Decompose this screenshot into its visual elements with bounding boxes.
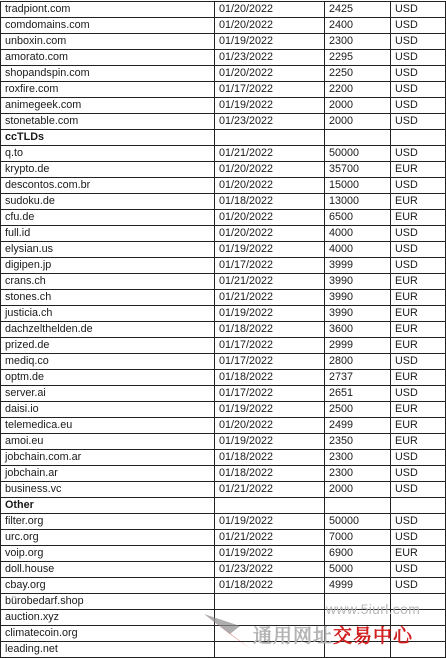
table-row: [1, 290, 446, 306]
date-cell: 01/20/2022: [215, 66, 325, 82]
price-cell: 2999: [325, 338, 391, 354]
date-cell: 01/21/2022: [215, 274, 325, 290]
date-cell: 01/17/2022: [215, 82, 325, 98]
section-empty-cell: [215, 130, 325, 146]
domain-cell: mediq.co: [1, 354, 215, 370]
table-row: [1, 562, 446, 578]
currency-cell: USD: [391, 114, 446, 130]
table-row: [1, 546, 446, 562]
currency-cell: USD: [391, 2, 446, 18]
date-cell: 01/23/2022: [215, 562, 325, 578]
table-row: [1, 98, 446, 114]
table-body: [1, 2, 446, 658]
domain-cell: crans.ch: [1, 274, 215, 290]
price-cell: 2499: [325, 418, 391, 434]
date-cell: 01/21/2022: [215, 530, 325, 546]
date-cell: 01/18/2022: [215, 450, 325, 466]
price-cell: 7000: [325, 530, 391, 546]
price-cell: 2350: [325, 434, 391, 450]
domain-cell: cbay.org: [1, 578, 215, 594]
price-cell: 4000: [325, 226, 391, 242]
date-cell: 01/17/2022: [215, 354, 325, 370]
date-cell: 01/17/2022: [215, 258, 325, 274]
table-row: [1, 306, 446, 322]
price-cell: 3990: [325, 274, 391, 290]
currency-cell: USD: [391, 386, 446, 402]
table-row: [1, 2, 446, 18]
date-cell: 01/19/2022: [215, 98, 325, 114]
table-row: [1, 530, 446, 546]
domain-cell: shopandspin.com: [1, 66, 215, 82]
domain-cell: climatecoin.org: [1, 626, 215, 642]
table-row: [1, 82, 446, 98]
domain-cell: dachzelthelden.de: [1, 322, 215, 338]
domain-cell: q.to: [1, 146, 215, 162]
date-cell: 01/21/2022: [215, 146, 325, 162]
currency-cell: USD: [391, 482, 446, 498]
domain-cell: sudoku.de: [1, 194, 215, 210]
price-cell: 2300: [325, 34, 391, 50]
date-cell: 01/21/2022: [215, 482, 325, 498]
domain-cell: full.id: [1, 226, 215, 242]
domain-cell: roxfire.com: [1, 82, 215, 98]
price-cell: 2000: [325, 482, 391, 498]
currency-cell: EUR: [391, 290, 446, 306]
price-cell: 4000: [325, 242, 391, 258]
domain-cell: comdomains.com: [1, 18, 215, 34]
section-empty-cell: [215, 498, 325, 514]
currency-cell: EUR: [391, 274, 446, 290]
domain-cell: animegeek.com: [1, 98, 215, 114]
date-cell: 01/17/2022: [215, 338, 325, 354]
domain-cell: stonetable.com: [1, 114, 215, 130]
table-row: [1, 434, 446, 450]
table-row: [1, 18, 446, 34]
price-cell: 5000: [325, 562, 391, 578]
date-cell: 01/19/2022: [215, 242, 325, 258]
table-row: [1, 258, 446, 274]
table-row: [1, 402, 446, 418]
currency-cell: USD: [391, 18, 446, 34]
table-row: [1, 578, 446, 594]
domain-cell: telemedica.eu: [1, 418, 215, 434]
table-row: [1, 274, 446, 290]
domain-cell: server.ai: [1, 386, 215, 402]
table-row: [1, 514, 446, 530]
price-cell: 2295: [325, 50, 391, 66]
domain-cell: krypto.de: [1, 162, 215, 178]
price-cell: 6500: [325, 210, 391, 226]
watermark-logo-icon: [200, 604, 256, 654]
currency-cell: USD: [391, 242, 446, 258]
domain-cell: tradpiont.com: [1, 2, 215, 18]
date-cell: 01/19/2022: [215, 402, 325, 418]
table-row: [1, 370, 446, 386]
table-row: [1, 146, 446, 162]
price-cell: 35700: [325, 162, 391, 178]
currency-cell: USD: [391, 466, 446, 482]
price-cell: 3600: [325, 322, 391, 338]
date-cell: 01/19/2022: [215, 34, 325, 50]
date-cell: 01/20/2022: [215, 18, 325, 34]
currency-cell: EUR: [391, 402, 446, 418]
currency-cell: USD: [391, 146, 446, 162]
domain-cell: amorato.com: [1, 50, 215, 66]
domain-cell: leading.net: [1, 642, 215, 658]
table-row: [1, 482, 446, 498]
date-cell: 01/19/2022: [215, 546, 325, 562]
domain-cell: jobchain.com.ar: [1, 450, 215, 466]
date-cell: 01/18/2022: [215, 466, 325, 482]
price-cell: 2250: [325, 66, 391, 82]
section-empty-cell: [325, 498, 391, 514]
table-row: [1, 66, 446, 82]
currency-cell: EUR: [391, 434, 446, 450]
currency-cell: USD: [391, 562, 446, 578]
currency-cell: EUR: [391, 306, 446, 322]
watermark-title: [253, 621, 413, 648]
date-cell: 01/19/2022: [215, 306, 325, 322]
domain-sales-table: [0, 1, 446, 658]
price-cell: 3990: [325, 290, 391, 306]
price-cell: 2000: [325, 98, 391, 114]
table-row: [1, 114, 446, 130]
currency-cell: EUR: [391, 338, 446, 354]
currency-cell: EUR: [391, 162, 446, 178]
section-header-row: [1, 498, 446, 514]
domain-cell: justicia.ch: [1, 306, 215, 322]
date-cell: 01/18/2022: [215, 322, 325, 338]
currency-cell: USD: [391, 258, 446, 274]
price-cell: 2300: [325, 450, 391, 466]
table-row: [1, 178, 446, 194]
currency-cell: USD: [391, 34, 446, 50]
domain-cell: bürobedarf.shop: [1, 594, 215, 610]
table-row: [1, 226, 446, 242]
currency-cell: EUR: [391, 418, 446, 434]
watermark-title-part2: 交易中心: [333, 625, 414, 647]
domain-cell: unboxin.com: [1, 34, 215, 50]
date-cell: 01/20/2022: [215, 178, 325, 194]
currency-cell: EUR: [391, 322, 446, 338]
currency-cell: USD: [391, 98, 446, 114]
price-cell: 3990: [325, 306, 391, 322]
table-row: [1, 418, 446, 434]
domain-cell: business.vc: [1, 482, 215, 498]
price-cell: 2400: [325, 18, 391, 34]
domain-cell: elysian.us: [1, 242, 215, 258]
date-cell: 01/21/2022: [215, 290, 325, 306]
currency-cell: USD: [391, 450, 446, 466]
currency-cell: USD: [391, 578, 446, 594]
price-cell: 2800: [325, 354, 391, 370]
date-cell: 01/18/2022: [215, 370, 325, 386]
section-label: ccTLDs: [1, 130, 215, 146]
table-row: [1, 50, 446, 66]
price-cell: 13000: [325, 194, 391, 210]
currency-cell: EUR: [391, 194, 446, 210]
table-row: [1, 194, 446, 210]
watermark-title-part1: 通用网址: [253, 625, 334, 647]
date-cell: 01/20/2022: [215, 2, 325, 18]
table-row: [1, 34, 446, 50]
price-cell: 15000: [325, 178, 391, 194]
date-cell: 01/20/2022: [215, 162, 325, 178]
date-cell: 01/23/2022: [215, 50, 325, 66]
section-header-row: [1, 130, 446, 146]
date-cell: 01/20/2022: [215, 210, 325, 226]
date-cell: 01/19/2022: [215, 514, 325, 530]
date-cell: 01/23/2022: [215, 114, 325, 130]
domain-cell: auction.xyz: [1, 610, 215, 626]
price-cell: 3999: [325, 258, 391, 274]
price-cell: 2737: [325, 370, 391, 386]
section-empty-cell: [325, 130, 391, 146]
domain-cell: urc.org: [1, 530, 215, 546]
currency-cell: USD: [391, 66, 446, 82]
table-row: [1, 354, 446, 370]
table-row: [1, 466, 446, 482]
section-empty-cell: [391, 130, 446, 146]
currency-cell: USD: [391, 226, 446, 242]
currency-cell: EUR: [391, 370, 446, 386]
table-row: [1, 386, 446, 402]
table-row: [1, 210, 446, 226]
domain-cell: doll.house: [1, 562, 215, 578]
currency-cell: USD: [391, 530, 446, 546]
table-row: [1, 162, 446, 178]
price-cell: 2425: [325, 2, 391, 18]
date-cell: 01/19/2022: [215, 434, 325, 450]
price-cell: 50000: [325, 514, 391, 530]
domain-cell: jobchain.ar: [1, 466, 215, 482]
watermark-url: www.5iurl.com: [326, 601, 421, 617]
currency-cell: USD: [391, 178, 446, 194]
table-row: [1, 450, 446, 466]
currency-cell: USD: [391, 514, 446, 530]
price-cell: 2300: [325, 466, 391, 482]
price-cell: 2000: [325, 114, 391, 130]
price-cell: 2651: [325, 386, 391, 402]
domain-cell: prized.de: [1, 338, 215, 354]
price-cell: 50000: [325, 146, 391, 162]
price-cell: 4999: [325, 578, 391, 594]
table-row: [1, 338, 446, 354]
table-row: [1, 242, 446, 258]
section-label: Other: [1, 498, 215, 514]
domain-cell: cfu.de: [1, 210, 215, 226]
currency-cell: EUR: [391, 210, 446, 226]
domain-cell: daisi.io: [1, 402, 215, 418]
price-cell: 6900: [325, 546, 391, 562]
section-empty-cell: [391, 498, 446, 514]
domain-cell: voip.org: [1, 546, 215, 562]
date-cell: 01/18/2022: [215, 578, 325, 594]
price-cell: 2500: [325, 402, 391, 418]
currency-cell: EUR: [391, 546, 446, 562]
domain-cell: stones.ch: [1, 290, 215, 306]
date-cell: 01/20/2022: [215, 418, 325, 434]
table-row: [1, 322, 446, 338]
domain-cell: descontos.com.br: [1, 178, 215, 194]
date-cell: 01/20/2022: [215, 226, 325, 242]
currency-cell: USD: [391, 82, 446, 98]
currency-cell: USD: [391, 50, 446, 66]
domain-cell: filter.org: [1, 514, 215, 530]
date-cell: 01/17/2022: [215, 386, 325, 402]
price-cell: 2200: [325, 82, 391, 98]
currency-cell: USD: [391, 354, 446, 370]
domain-cell: optm.de: [1, 370, 215, 386]
date-cell: 01/18/2022: [215, 194, 325, 210]
domain-cell: amoi.eu: [1, 434, 215, 450]
domain-cell: digipen.jp: [1, 258, 215, 274]
